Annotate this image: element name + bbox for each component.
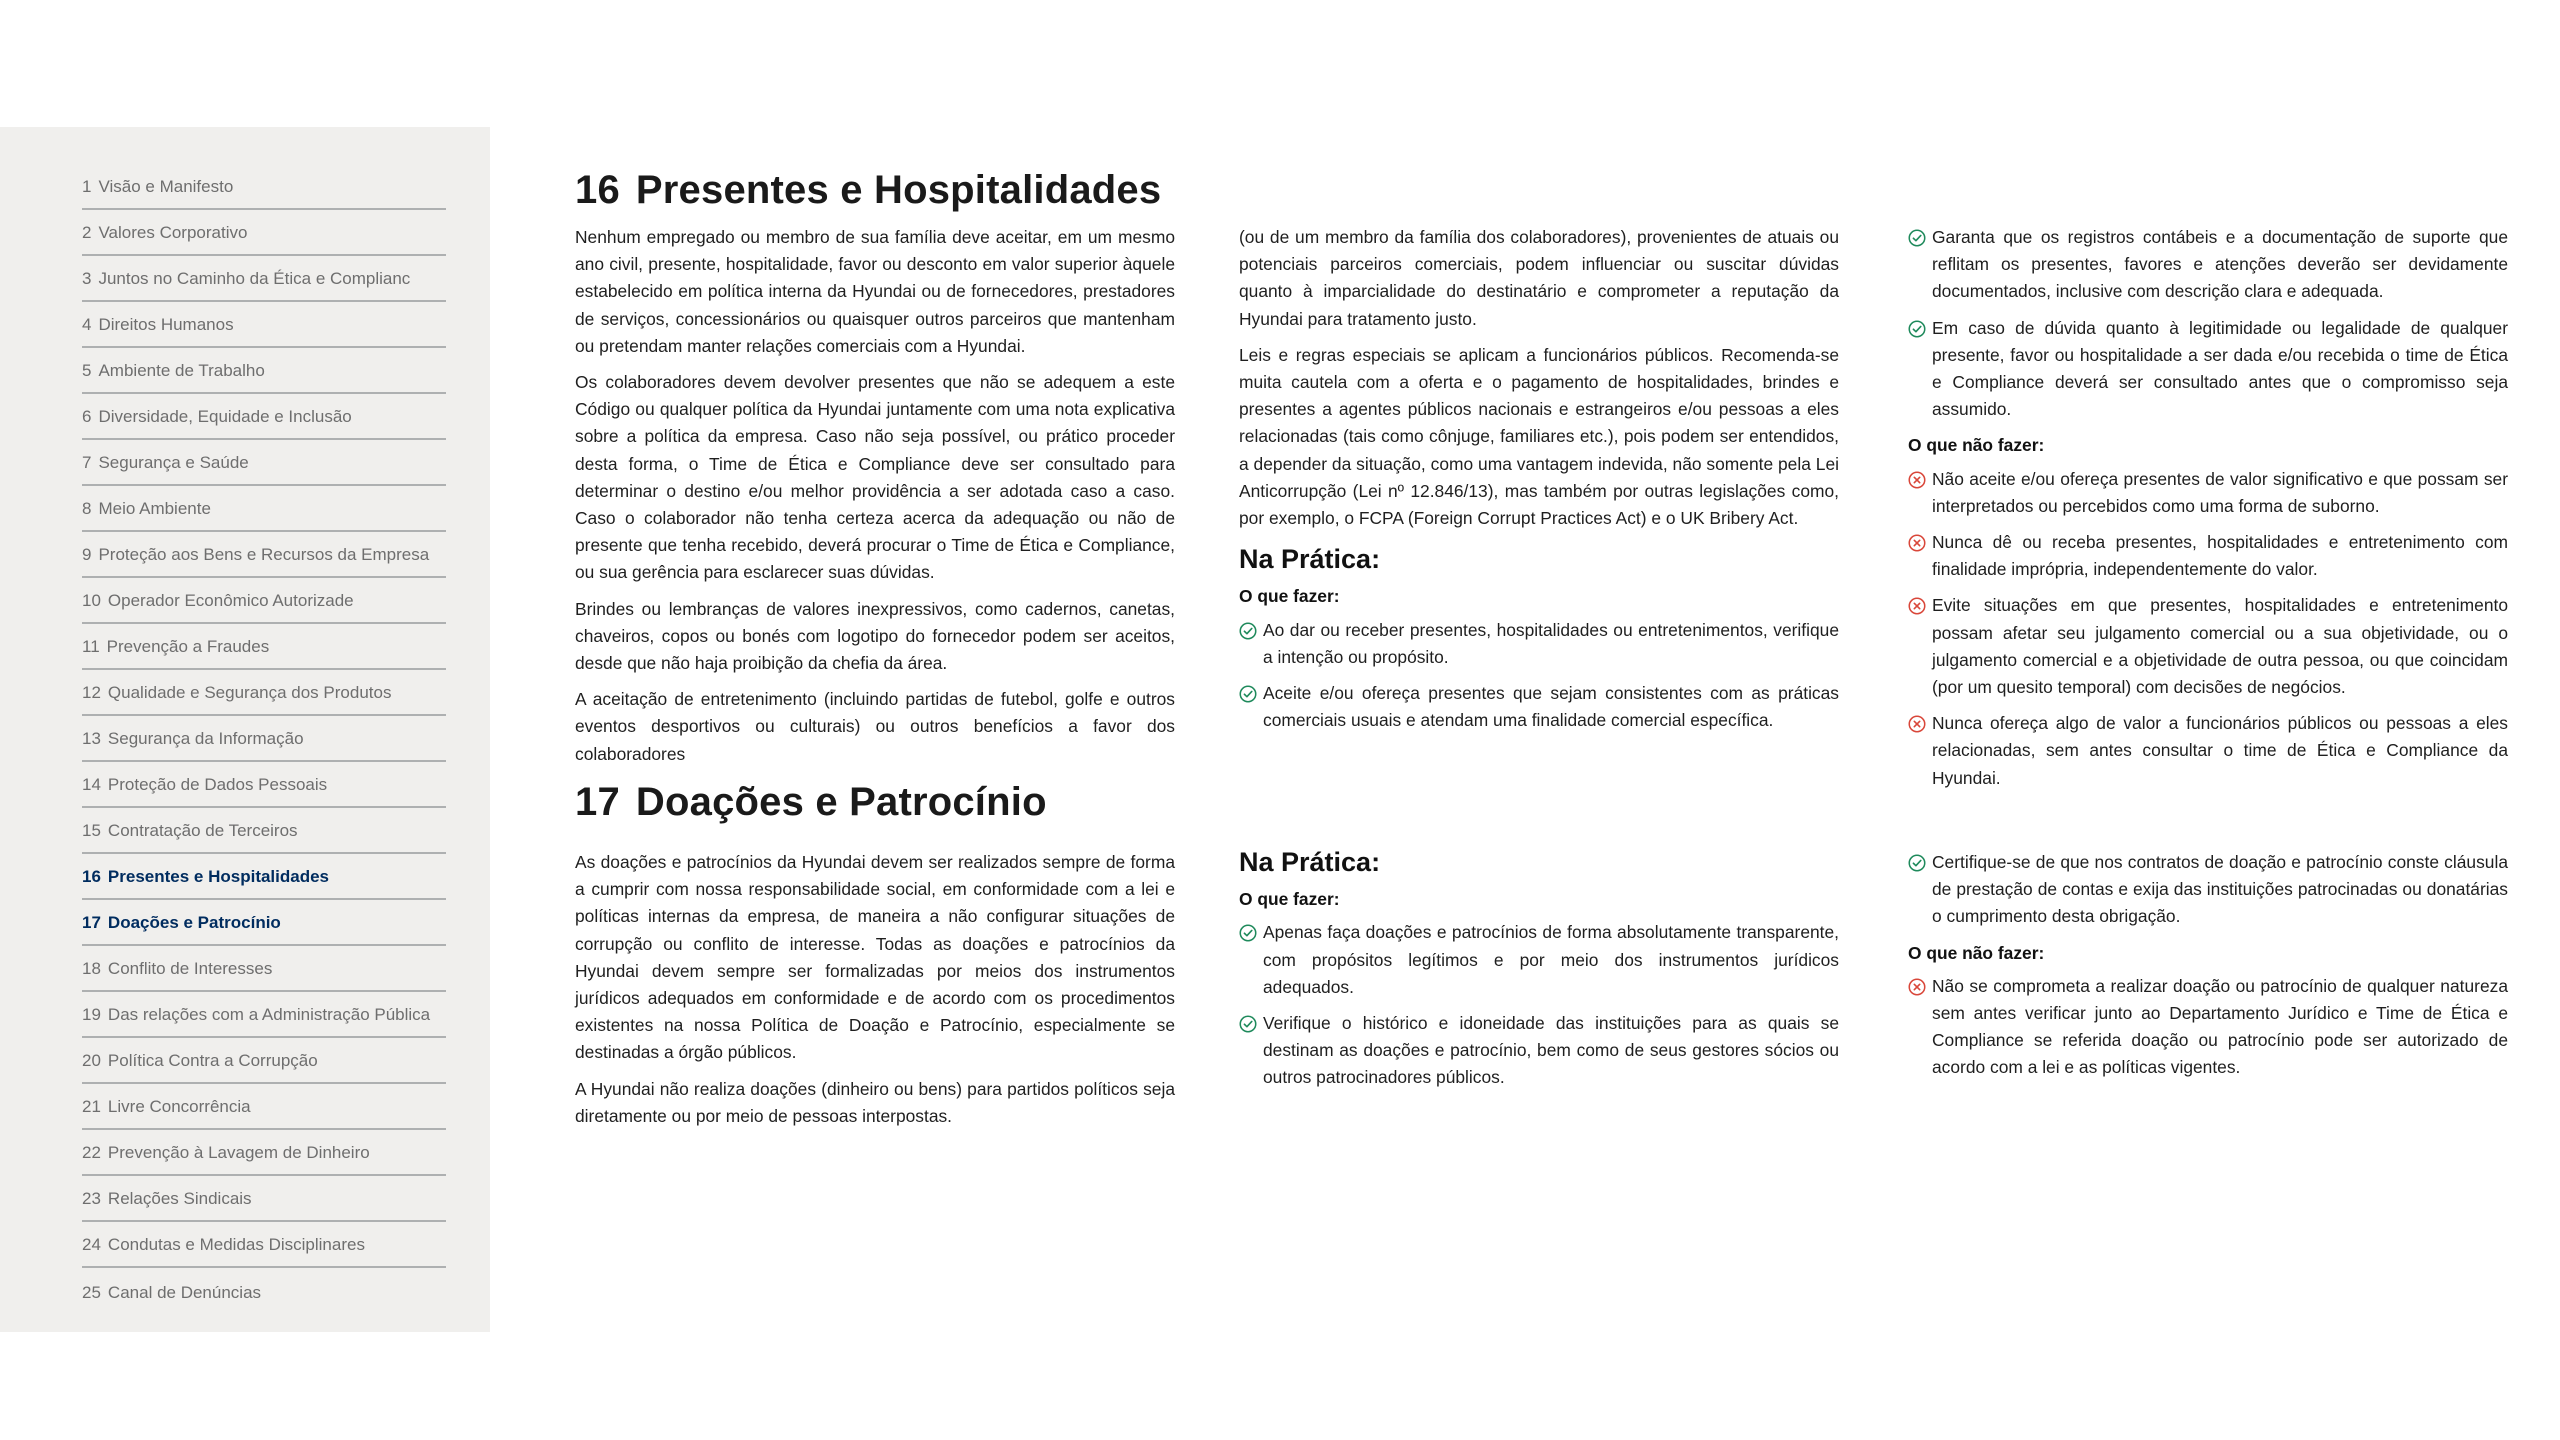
item-text: Não aceite e/ou ofereça presentes de valor significativo e que possam ser interpretados ou percebidos como uma forma de suborno. bbox=[1932, 468, 2508, 516]
toc-item-label: Segurança e Saúde bbox=[98, 453, 249, 472]
paragraph: As doações e patrocínios da Hyundai devem ser realizados sempre de forma a cumprir com nossa responsabilidade social, em conformidade com a lei e políticas internas da empresa, de maneira a não configurar situações de corrupção ou conflito de interesse. Todas as doações e patrocínios da Hyundai devem sempre ser formalizadas por meios dos instrumentos jurídicos adequados em conformidade e de acordo com os procedimentos existentes na nossa Política de Doação e Patrocínio, especialmente se destinadas a órgão públicos. bbox=[575, 852, 1175, 1063]
section-16-column-1 bbox=[575, 224, 1175, 777]
do-item bbox=[1908, 849, 2508, 931]
item-text: Não se comprometa a realizar doação ou patrocínio de qualquer natureza sem antes verificar junto ao Departamento Jurídico e Time de Ética e Compliance se referida doação ou patrocínio pode ser autorizado de acordo com a lei e as políticas vigentes. bbox=[1932, 975, 2508, 1078]
toc-item-11[interactable] bbox=[82, 625, 446, 670]
toc-item-number: 16 bbox=[82, 867, 101, 886]
paragraph: Leis e regras especiais se aplicam a funcionários públicos. Recomenda-se muita cautela com a oferta e o pagamento de hospitalidades, brindes e presentes a agentes públicos nacionais e estrangeiros e/ou pessoas a eles relacionadas (tais como cônjuge, familiares etc.), pois podem ser entendidos, a depender da situação, como uma vantagem indevida, não somente pela Lei Anticorrupção (Lei nº 12.846/13), mas também por outras legislações como, por exemplo, o FCPA (Foreign Corrupt Practices Act) e o UK Bribery Act. bbox=[1239, 344, 1839, 529]
toc-item-number: 17 bbox=[82, 913, 101, 932]
toc-item-25[interactable] bbox=[82, 1269, 446, 1314]
toc-item-label: Contratação de Terceiros bbox=[107, 821, 298, 840]
do-item bbox=[1239, 617, 1839, 671]
toc-item-label: Meio Ambiente bbox=[98, 499, 211, 518]
toc-item-9[interactable] bbox=[82, 533, 446, 578]
toc-item-label: Qualidade e Segurança dos Produtos bbox=[107, 683, 392, 702]
toc-list bbox=[82, 165, 446, 1314]
item-text: Ao dar ou receber presentes, hospitalidades ou entretenimentos, verifique a intenção ou propósito. bbox=[1263, 619, 1839, 667]
toc-item-number: 13 bbox=[82, 729, 101, 748]
check-circle-icon bbox=[1908, 854, 1926, 872]
toc-item-number: 21 bbox=[82, 1097, 101, 1116]
toc-item-3[interactable] bbox=[82, 257, 446, 302]
do-list bbox=[1239, 617, 1839, 735]
section-16-column-3 bbox=[1908, 224, 2508, 801]
paragraph: A aceitação de entretenimento (incluindo partidas de futebol, golfe e outros eventos desportivos ou culturais) ou outros benefícios a favor dos colaboradores bbox=[575, 689, 1175, 764]
section-17-title bbox=[575, 780, 1047, 825]
sidebar-toc bbox=[0, 127, 490, 1332]
toc-item-24[interactable] bbox=[82, 1223, 446, 1268]
paragraph: Nenhum empregado ou membro de sua família deve aceitar, em um mesmo ano civil, presente, hospitalidade, favor ou desconto em valor superior àquele estabelecido em política interna da Hyundai ou de fornecedores, prestadores de serviços, concessionários ou quaisquer outros parceiros que mantenham ou pretendam manter relações comerciais com a Hyundai. bbox=[575, 227, 1175, 356]
x-circle-icon bbox=[1908, 597, 1926, 615]
section-title-text: Doações e Patrocínio bbox=[635, 780, 1047, 824]
do-item bbox=[1239, 1010, 1839, 1092]
toc-item-13[interactable] bbox=[82, 717, 446, 762]
section-title-text: Presentes e Hospitalidades bbox=[635, 168, 1162, 212]
practice-heading: Na Prática: bbox=[1239, 847, 1381, 877]
toc-item-10[interactable] bbox=[82, 579, 446, 624]
toc-item-7[interactable] bbox=[82, 441, 446, 486]
toc-item-number: 24 bbox=[82, 1235, 101, 1254]
item-text: Aceite e/ou ofereça presentes que sejam consistentes com as práticas comerciais usuais e atendam uma finalidade comercial específica. bbox=[1263, 683, 1839, 731]
x-circle-icon bbox=[1908, 471, 1926, 489]
toc-item-number: 12 bbox=[82, 683, 101, 702]
toc-item-label: Condutas e Medidas Disciplinares bbox=[107, 1235, 365, 1254]
dont-heading: O que não fazer: bbox=[1908, 942, 2045, 963]
x-circle-icon bbox=[1908, 715, 1926, 733]
toc-item-number: 8 bbox=[82, 499, 92, 518]
toc-item-label: Canal de Denúncias bbox=[107, 1283, 262, 1302]
do-heading: O que fazer: bbox=[1239, 889, 1340, 910]
do-heading: O que fazer: bbox=[1239, 586, 1340, 607]
toc-item-label: Proteção aos Bens e Recursos da Empresa bbox=[98, 545, 430, 564]
dont-list bbox=[1908, 466, 2508, 792]
item-text: Verifique o histórico e idoneidade das instituições para as quais se destinam as doações e patrocínio, bem como de seus gestores sócios ou outros patrocinadores públicos. bbox=[1263, 1013, 1839, 1088]
toc-item-number: 10 bbox=[82, 591, 101, 610]
do-item bbox=[1908, 315, 2508, 424]
do-list bbox=[1908, 224, 2508, 423]
section-number: 16 bbox=[575, 168, 620, 212]
do-item bbox=[1908, 224, 2508, 306]
toc-item-number: 4 bbox=[82, 315, 92, 334]
toc-item-label: Valores Corporativo bbox=[98, 223, 248, 242]
practice-heading: Na Prática: bbox=[1239, 544, 1381, 575]
toc-item-15[interactable] bbox=[82, 809, 446, 854]
toc-item-label: Direitos Humanos bbox=[98, 315, 234, 334]
toc-item-number: 6 bbox=[82, 407, 92, 426]
toc-item-23[interactable] bbox=[82, 1177, 446, 1222]
toc-item-label: Das relações com a Administração Pública bbox=[107, 1005, 431, 1024]
check-circle-icon bbox=[1908, 320, 1926, 338]
toc-item-number: 19 bbox=[82, 1005, 101, 1024]
paragraph: Os colaboradores devem devolver presentes que não se adequem a este Código ou qualquer política da Hyundai juntamente com uma nota explicativa sobre a política da empresa. Caso não seja possível, ou prático proceder desta forma, o Time de Ética e Compliance deve ser consultado para determinar o destino e/ou melhor providência a ser adotada caso a caso. Caso o colaborador não tenha certeza acerca da adequação ou não de presente que tenha recebido, deverá procurar o Time de Ética e Compliance, ou sua gerência para esclarecer suas dúvidas. bbox=[575, 372, 1175, 583]
toc-item-number: 2 bbox=[82, 223, 92, 242]
do-item bbox=[1239, 680, 1839, 734]
toc-item-label: Conflito de Interesses bbox=[107, 959, 273, 978]
toc-item-14[interactable] bbox=[82, 763, 446, 808]
toc-item-2[interactable] bbox=[82, 211, 446, 256]
item-text: Nunca dê ou receba presentes, hospitalidades e entretenimento com finalidade imprópria, independentemente do valor. bbox=[1932, 532, 2508, 580]
toc-item-1[interactable] bbox=[82, 165, 446, 210]
toc-item-label: Visão e Manifesto bbox=[98, 177, 234, 196]
toc-item-16[interactable] bbox=[82, 855, 446, 900]
toc-item-label: Prevenção a Fraudes bbox=[106, 637, 270, 656]
toc-item-label: Prevenção à Lavagem de Dinheiro bbox=[107, 1143, 370, 1162]
toc-item-number: 1 bbox=[82, 177, 92, 196]
do-item bbox=[1239, 919, 1839, 1001]
x-circle-icon bbox=[1908, 534, 1926, 552]
toc-item-5[interactable] bbox=[82, 349, 446, 394]
toc-item-6[interactable] bbox=[82, 395, 446, 440]
toc-item-number: 25 bbox=[82, 1283, 101, 1302]
check-circle-icon bbox=[1239, 685, 1257, 703]
toc-item-label: Ambiente de Trabalho bbox=[98, 361, 265, 380]
paragraph: Brindes ou lembranças de valores inexpressivos, como cadernos, canetas, chaveiros, copos ou bonés com logotipo do fornecedor podem ser aceitos, desde que não haja proibição da chefia da área. bbox=[575, 598, 1175, 674]
toc-item-number: 9 bbox=[82, 545, 92, 564]
check-circle-icon bbox=[1239, 622, 1257, 640]
toc-item-4[interactable] bbox=[82, 303, 446, 348]
toc-item-8[interactable] bbox=[82, 487, 446, 532]
item-text: Certifique-se de que nos contratos de doação e patrocínio conste cláusula de prestação de contas e exija das instituições patrocinadas ou donatárias o cumprimento desta obrigação. bbox=[1932, 852, 2508, 927]
toc-item-number: 23 bbox=[82, 1189, 101, 1208]
section-number: 17 bbox=[575, 780, 620, 824]
dont-item bbox=[1908, 710, 2508, 792]
toc-item-18[interactable] bbox=[82, 947, 446, 992]
toc-item-label: Operador Econômico Autorizade bbox=[107, 591, 354, 610]
toc-item-number: 18 bbox=[82, 959, 101, 978]
do-list bbox=[1239, 919, 1839, 1091]
toc-item-12[interactable] bbox=[82, 671, 446, 716]
item-text: Garanta que os registros contábeis e a documentação de suporte que reflitam os presentes, favores e atenções deverão ser devidamente documentados, inclusive com descrição clara e adequada. bbox=[1932, 227, 2508, 302]
toc-item-21[interactable] bbox=[82, 1085, 446, 1130]
section-17-column-3 bbox=[1908, 849, 2508, 1091]
dont-heading: O que não fazer: bbox=[1908, 435, 2045, 456]
dont-item bbox=[1908, 529, 2508, 583]
toc-item-22[interactable] bbox=[82, 1131, 446, 1176]
dont-item bbox=[1908, 592, 2508, 701]
toc-item-label: Segurança da Informação bbox=[107, 729, 304, 748]
toc-item-label: Política Contra a Corrupção bbox=[107, 1051, 318, 1070]
check-circle-icon bbox=[1239, 924, 1257, 942]
toc-item-19[interactable] bbox=[82, 993, 446, 1038]
do-list bbox=[1908, 849, 2508, 931]
toc-item-17[interactable] bbox=[82, 901, 446, 946]
toc-item-number: 22 bbox=[82, 1143, 101, 1162]
toc-item-label: Doações e Patrocínio bbox=[107, 913, 281, 932]
paragraph: A Hyundai não realiza doações (dinheiro ou bens) para partidos políticos seja diretamente ou por meio de pessoas interpostas. bbox=[575, 1078, 1175, 1126]
check-circle-icon bbox=[1239, 1015, 1257, 1033]
item-text: Apenas faça doações e patrocínios de forma absolutamente transparente, com propósitos legítimos e por meio dos instrumentos jurídicos adequados. bbox=[1263, 922, 1839, 997]
dont-list bbox=[1908, 973, 2508, 1082]
item-text: Em caso de dúvida quanto à legitimidade ou legalidade de qualquer presente, favor ou hospitalidade a ser dada e/ou recebida o time de Ética e Compliance deverá ser consultado antes que o compromisso seja assumido. bbox=[1932, 317, 2508, 420]
dont-item bbox=[1908, 973, 2508, 1082]
section-17-column-1 bbox=[575, 849, 1175, 1139]
toc-item-label: Diversidade, Equidade e Inclusão bbox=[98, 407, 352, 426]
section-16-column-2 bbox=[1239, 224, 1839, 743]
toc-item-label: Relações Sindicais bbox=[107, 1189, 252, 1208]
item-text: Nunca ofereça algo de valor a funcionários públicos ou pessoas a eles relacionadas, sem antes consultar o time de Ética e Compliance da Hyundai. bbox=[1932, 713, 2508, 788]
toc-item-label: Presentes e Hospitalidades bbox=[107, 867, 330, 886]
x-circle-icon bbox=[1908, 978, 1926, 996]
toc-item-label: Livre Concorrência bbox=[107, 1097, 251, 1116]
toc-item-number: 14 bbox=[82, 775, 101, 794]
toc-item-label: Juntos no Caminho da Ética e Complianc bbox=[98, 269, 411, 288]
section-17-column-2 bbox=[1239, 835, 1839, 1101]
section-16-title bbox=[575, 168, 1161, 213]
toc-item-label: Proteção de Dados Pessoais bbox=[107, 775, 328, 794]
paragraph: (ou de um membro da família dos colaboradores), provenientes de atuais ou potenciais parceiros comerciais, podem influenciar ou suscitar dúvidas quanto à imparcialidade do destinatário e comprometer a reputação da Hyundai para tratamento justo. bbox=[1239, 227, 1839, 329]
toc-item-number: 11 bbox=[82, 637, 100, 656]
toc-item-number: 5 bbox=[82, 361, 92, 380]
toc-item-number: 7 bbox=[82, 453, 92, 472]
toc-item-20[interactable] bbox=[82, 1039, 446, 1084]
toc-item-number: 20 bbox=[82, 1051, 101, 1070]
toc-item-number: 3 bbox=[82, 269, 92, 288]
check-circle-icon bbox=[1908, 229, 1926, 247]
item-text: Evite situações em que presentes, hospitalidades e entretenimento possam afetar seu julgamento comercial ou a sua objetividade, ou o julgamento comercial e a objetividade de outra pessoa, ou que coincidam (por um quesito temporal) com decisões de negócios. bbox=[1932, 595, 2508, 698]
toc-item-number: 15 bbox=[82, 821, 101, 840]
dont-item bbox=[1908, 466, 2508, 520]
